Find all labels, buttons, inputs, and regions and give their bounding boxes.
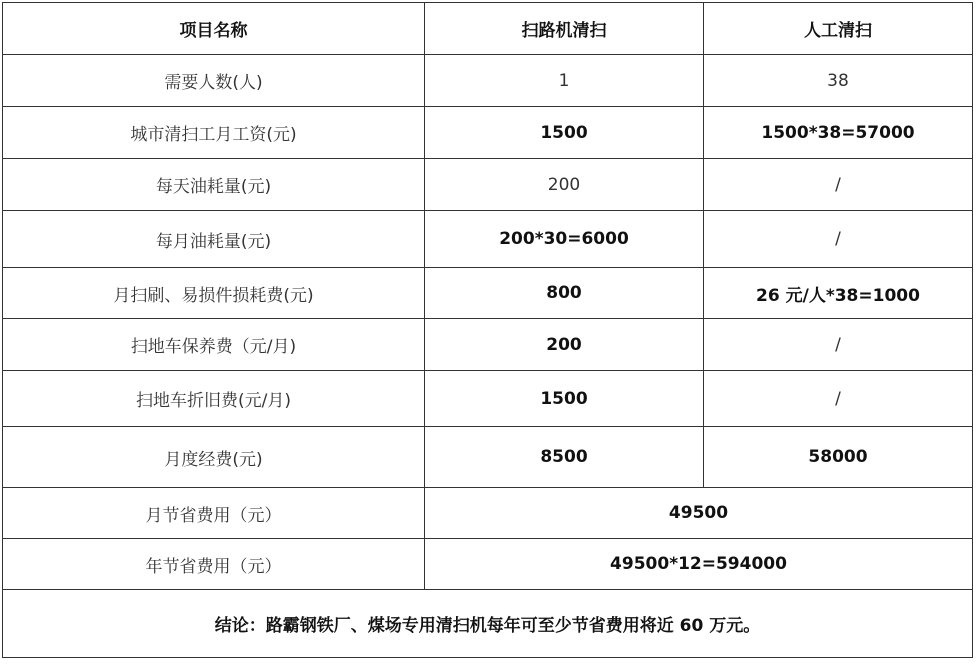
row-label: 每天油耗量(元) — [3, 159, 425, 211]
row-label: 每月油耗量(元) — [3, 211, 425, 268]
machine-value: 8500 — [425, 427, 704, 488]
machine-value: 1500 — [425, 371, 704, 427]
machine-value: 1500 — [425, 107, 704, 159]
manual-value: 38 — [704, 55, 973, 107]
machine-value: 200*30=6000 — [425, 211, 704, 268]
header-machine-cleaning: 扫路机清扫 — [425, 3, 704, 55]
table-row — [3, 371, 973, 427]
table-row — [3, 159, 973, 211]
table-row — [3, 107, 973, 159]
manual-value: / — [704, 211, 973, 268]
manual-value: 1500*38=57000 — [704, 107, 973, 159]
row-label: 扫地车保养费（元/月) — [3, 319, 425, 371]
row-label: 扫地车折旧费(元/月) — [3, 371, 425, 427]
machine-value: 800 — [425, 268, 704, 319]
table-row — [3, 211, 973, 268]
annual-savings-label: 年节省费用（元） — [3, 539, 425, 590]
header-item-name: 项目名称 — [3, 3, 425, 55]
monthly-savings-label: 月节省费用（元） — [3, 488, 425, 539]
manual-value: / — [704, 319, 973, 371]
row-label: 需要人数(人) — [3, 55, 425, 107]
manual-value: / — [704, 371, 973, 427]
row-label: 月度经费(元) — [3, 427, 425, 488]
monthly-savings-value: 49500 — [425, 488, 973, 539]
row-label: 城市清扫工月工资(元) — [3, 107, 425, 159]
conclusion-row — [3, 590, 973, 658]
row-label: 月扫刷、易损件损耗费(元) — [3, 268, 425, 319]
annual-savings-value: 49500*12=594000 — [425, 539, 973, 590]
manual-value: 58000 — [704, 427, 973, 488]
cost-comparison-table — [2, 2, 973, 658]
table-row — [3, 268, 973, 319]
savings-row — [3, 539, 973, 590]
table-row — [3, 55, 973, 107]
machine-value: 200 — [425, 319, 704, 371]
header-manual-cleaning: 人工清扫 — [704, 3, 973, 55]
table-row — [3, 427, 973, 488]
machine-value: 1 — [425, 55, 704, 107]
savings-row — [3, 488, 973, 539]
manual-value: 26 元/人*38=1000 — [704, 268, 973, 319]
conclusion-text: 结论：路霸钢铁厂、煤场专用清扫机每年可至少节省费用将近 60 万元。 — [3, 590, 973, 658]
header-row — [3, 3, 973, 55]
table-row — [3, 319, 973, 371]
machine-value: 200 — [425, 159, 704, 211]
manual-value: / — [704, 159, 973, 211]
